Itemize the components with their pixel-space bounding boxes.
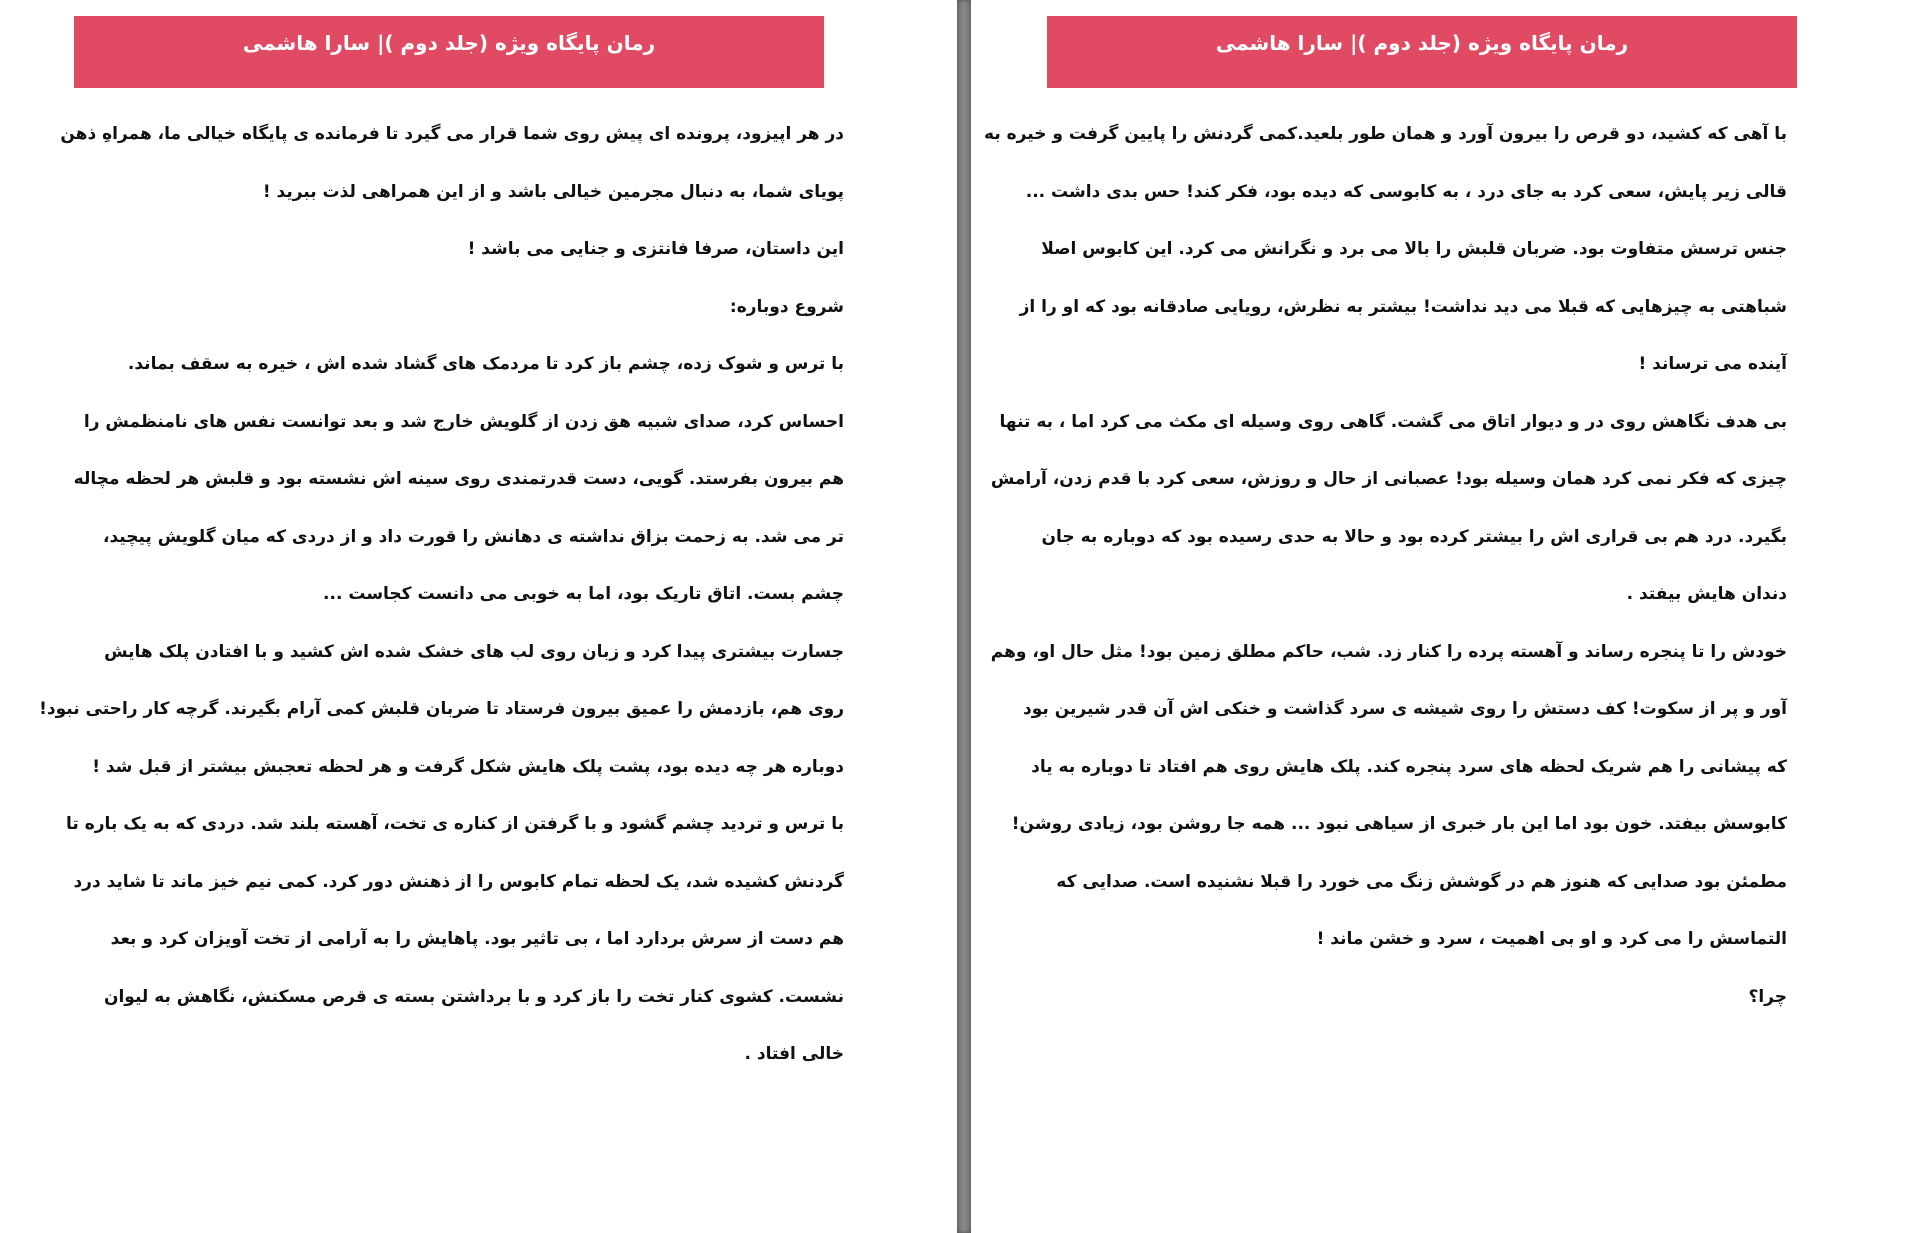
text-line: گردنش کشیده شد، یک لحظه تمام کابوس را از ذهنش دور کرد. کمی نیم خیز ماند تا شاید درد (73, 871, 844, 892)
text-line: کابوسش بیفتد. خون بود اما این بار خبری از سیاهی نبود ... همه جا روشن بود، زیادی روشن! (1011, 814, 1787, 834)
right-page-body (984, 114, 1787, 1034)
text-line: بی هدف نگاهش روی در و دیوار اتاق می گشت. گاهی روی وسیله ای مکث می کرد اما ، به تنها (999, 411, 1787, 432)
text-line: آور و پر از سکوت! کف دستش را روی شیشه ی سرد گذاشت و خنکی اش آن قدر شیرین بود (1023, 699, 1787, 719)
text-line: جنس ترسش متفاوت بود. ضربان قلبش را بالا می برد و نگرانش می کرد. این کابوس اصلا (1041, 239, 1787, 259)
text-line: قالی زیر پایش، سعی کرد به جای درد ، به کابوسی که دیده بود، فکر کند! حس بدی داشت ... (1025, 181, 1787, 202)
text-line: هم بیرون بفرستد. گویی، دست قدرتمندی روی سینه اش نشسته بود و قلبش هر لحظه مچاله (73, 469, 844, 489)
text-line: پویای شما، به دنبال مجرمین خیالی باشد و از این همراهی لذت ببرید ! (262, 181, 844, 202)
text-line: دندان هایش بیفتد . (1626, 584, 1787, 604)
text-line: چرا؟ (1748, 986, 1787, 1007)
page-divider (957, 0, 971, 1233)
text-line: شروع دوباره: (729, 296, 844, 317)
text-line: آینده می ترساند ! (1638, 354, 1787, 374)
text-line: التماسش را می کرد و او بی اهمیت ، سرد و خشن ماند ! (1316, 929, 1787, 949)
text-line: خالی افتاد . (744, 1044, 844, 1064)
text-line: مطمئن بود صدایی که هنوز هم در گوشش زنگ می خورد را قبلا نشنیده است. صدایی که (1056, 871, 1787, 892)
text-line: با آهی که کشید، دو قرص را بیرون آورد و همان طور بلعید.کمی گردنش را پایین گرفت و خیره به (984, 124, 1787, 144)
left-page (0, 0, 957, 1233)
left-page-header-banner: رمان پایگاه ویژه (جلد دوم )| سارا هاشمی (74, 16, 824, 88)
text-line: تر می شد. به زحمت بزاق نداشته ی دهانش را قورت داد و از دردی که میان گلویش پیچید، (103, 526, 844, 547)
text-line: نشست. کشوی کنار تخت را باز کرد و با برداشتن بسته ی قرص مسکنش، نگاهش به لیوان (103, 986, 844, 1007)
right-page (971, 0, 1923, 1233)
text-line: که پیشانی را هم شریک لحظه های سرد پنجره کند. پلک هایش روی هم افتاد تا دوباره به یاد (1031, 756, 1787, 777)
text-line: چیزی که فکر نمی کرد همان وسیله بود! عصبانی از حال و روزش، سعی کرد با قدم زدن، آرامش (990, 469, 1787, 489)
text-line: چشم بست. اتاق تاریک بود، اما به خوبی می دانست کجاست ... (323, 584, 844, 604)
left-page-body (39, 114, 844, 1092)
text-line: جسارت بیشتری پیدا کرد و زبان روی لب های خشک شده اش کشید و با افتادن پلک هایش (104, 641, 844, 662)
text-line: در هر اپیزود، پرونده ای پیش روی شما قرار می گیرد تا فرمانده ی پایگاه خیالی ما، همراهِ ذهن (60, 124, 844, 144)
text-line: دوباره هر چه دیده بود، پشت پلک هایش شکل گرفت و هر لحظه تعجبش بیشتر از قبل شد ! (92, 756, 844, 777)
text-line: با ترس و شوک زده، چشم باز کرد تا مردمک های گشاد شده اش ، خیره به سقف بماند. (127, 354, 844, 374)
text-line: احساس کرد، صدای شبیه هق زدن از گلویش خارج شد و بعد توانست نفس های نامنظمش را (83, 411, 844, 432)
text-line: بگیرد. درد هم بی قراری اش را بیشتر کرده بود و حالا به حدی رسیده بود که دوباره به جان (1041, 526, 1787, 547)
text-line: روی هم، بازدمش را عمیق بیرون فرستاد تا ضربان قلبش کمی آرام بگیرند. گرچه کار راحتی نبود! (39, 699, 844, 719)
right-page-header-banner: رمان پایگاه ویژه (جلد دوم )| سارا هاشمی (1047, 16, 1797, 88)
text-line: با ترس و تردید چشم گشود و با گرفتن از کناره ی تخت، آهسته بلند شد. دردی که به یک باره تا (66, 814, 844, 834)
text-line: این داستان، صرفا فانتزی و جنایی می باشد ! (467, 239, 844, 259)
text-line: شباهتی به چیزهایی که قبلا می دید نداشت! بیشتر به نظرش، رویایی صادقانه بود که او را از (1019, 296, 1787, 317)
text-line: هم دست از سرش بردارد اما ، بی تاثیر بود. پاهایش را به آرامی از تخت آویزان کرد و بعد (110, 929, 844, 949)
text-line: خودش را تا پنجره رساند و آهسته پرده را کنار زد. شب، حاکم مطلق زمین بود! مثل حال او، وهم (990, 641, 1787, 662)
